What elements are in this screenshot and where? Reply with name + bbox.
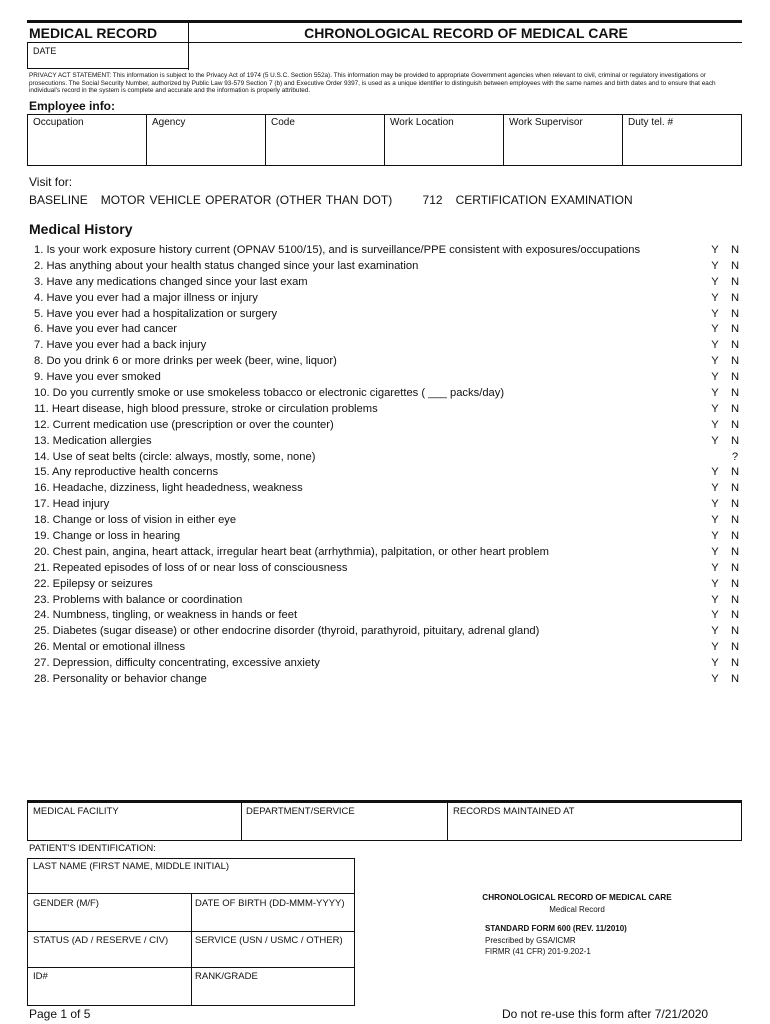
service-field[interactable]: SERVICE (USN / USMC / OTHER) <box>195 935 343 946</box>
answer-yes-option[interactable]: Y <box>711 434 719 447</box>
answer-yes-option[interactable]: Y <box>711 259 719 272</box>
form-info-subtitle: Medical Record <box>549 905 605 914</box>
work-location-field[interactable]: Work Location <box>385 115 504 165</box>
answer-no-option[interactable]: N <box>730 371 740 384</box>
question-text: 8. Do you drink 6 or more drinks per week (beer, wine, liquor) <box>34 355 337 368</box>
question-text: 25. Diabetes (sugar disease) or other endocrine disorder (thyroid, parathyroid, pituitary, adrenal gland) <box>34 625 540 638</box>
dob-field[interactable]: DATE OF BIRTH (DD-MMM-YYYY) <box>195 898 345 909</box>
id-field[interactable]: ID# <box>33 971 48 982</box>
answer-yes-option[interactable]: Y <box>711 339 719 352</box>
answer-yes-option[interactable]: Y <box>711 466 719 479</box>
answer-no-option[interactable]: N <box>730 498 740 511</box>
question-row <box>34 434 744 450</box>
answer-no-option[interactable]: N <box>730 657 740 670</box>
last-name-field[interactable]: LAST NAME (FIRST NAME, MIDDLE INITIAL) <box>33 861 230 872</box>
question-text: 10. Do you currently smoke or use smokeless tobacco or electronic cigarettes ( ___ packs/day) <box>34 387 505 400</box>
question-text: 26. Mental or emotional illness <box>34 641 186 654</box>
answer-yes-option[interactable]: Y <box>711 625 719 638</box>
answer-yes-option[interactable]: Y <box>711 482 719 495</box>
answer-yes-option[interactable]: Y <box>711 577 719 590</box>
answer-no-option[interactable]: N <box>730 466 740 479</box>
question-row <box>34 418 744 434</box>
answer-yes-option[interactable]: Y <box>711 244 719 256</box>
firmr-reference: FIRMR (41 CFR) 201-9.202-1 <box>485 947 591 956</box>
work-supervisor-field[interactable]: Work Supervisor <box>504 115 623 165</box>
answer-yes-option[interactable]: Y <box>711 673 719 686</box>
question-text: 13. Medication allergies <box>34 434 152 447</box>
visit-details <box>29 193 633 207</box>
answer-no-option[interactable]: N <box>730 275 740 288</box>
question-text: 9. Have you ever smoked <box>34 371 161 384</box>
question-row <box>34 275 744 291</box>
answer-no-option[interactable]: N <box>730 593 740 606</box>
question-text: 14. Use of seat belts (circle: always, mostly, some, none) <box>34 450 316 463</box>
question-text: 27. Depression, difficulty concentrating, excessive anxiety <box>34 657 320 670</box>
question-text: 4. Have you ever had a major illness or injury <box>34 291 258 304</box>
question-text: 15. Any reproductive health concerns <box>34 466 219 479</box>
answer-yes-option[interactable]: Y <box>711 530 719 543</box>
question-text: 7. Have you ever had a back injury <box>34 339 207 352</box>
question-text: 21. Repeated episodes of loss of or near loss of consciousness <box>34 561 348 574</box>
visit-code: 712 <box>422 193 443 207</box>
question-row <box>34 497 744 513</box>
question-row <box>34 481 744 497</box>
answer-yes-option[interactable]: Y <box>711 514 719 527</box>
answer-no-option[interactable]: N <box>730 641 740 654</box>
question-row <box>34 529 744 545</box>
gender-field[interactable]: GENDER (M/F) <box>33 898 99 909</box>
question-text: 23. Problems with balance or coordination <box>34 593 243 606</box>
patient-id-divider <box>191 893 192 1006</box>
answer-yes-option[interactable]: Y <box>711 402 719 415</box>
answer-no-option[interactable]: N <box>730 418 740 431</box>
facility-divider-2 <box>447 803 448 841</box>
standard-form-number: STANDARD FORM 600 (REV. 11/2010) <box>485 924 627 933</box>
answer-yes-option[interactable]: Y <box>711 355 719 368</box>
answer-no-option[interactable]: N <box>730 434 740 447</box>
question-row <box>34 354 744 370</box>
question-text: 11. Heart disease, high blood pressure, stroke or circulation problems <box>34 402 378 415</box>
question-text: 16. Headache, dizziness, light headedness, weakness <box>34 482 303 495</box>
question-row <box>34 624 744 640</box>
answer-yes-option[interactable]: Y <box>711 545 719 558</box>
answer-no-option[interactable]: N <box>730 402 740 415</box>
rank-grade-field[interactable]: RANK/GRADE <box>195 971 258 982</box>
visit-program: MOTOR VEHICLE OPERATOR (OTHER THAN DOT) <box>100 193 393 207</box>
answer-no-option[interactable]: N <box>730 307 740 320</box>
status-field[interactable]: STATUS (AD / RESERVE / CIV) <box>33 935 169 946</box>
question-row <box>34 640 744 656</box>
answer-yes-option[interactable]: Y <box>711 291 719 304</box>
question-row <box>34 338 744 354</box>
question-text: 5. Have you ever had a hospitalization or surgery <box>34 307 278 320</box>
answer-no-option[interactable]: N <box>730 323 740 336</box>
question-text: 18. Change or loss of vision in either eye <box>34 514 237 527</box>
employee-info-table <box>27 114 742 166</box>
answer-yes-option[interactable]: Y <box>711 371 719 384</box>
records-maintained-field[interactable]: RECORDS MAINTAINED AT <box>453 806 575 817</box>
question-text: 20. Chest pain, angina, heart attack, irregular heart beat (arrhythmia), palpitation, or other heart problem <box>34 545 549 558</box>
question-row <box>34 513 744 529</box>
question-text: 19. Change or loss in hearing <box>34 530 181 543</box>
question-row <box>34 322 744 338</box>
answer-yes-option[interactable]: Y <box>711 609 719 622</box>
answer-yes-option[interactable]: Y <box>711 418 719 431</box>
code-field[interactable]: Code <box>266 115 385 165</box>
header-divider <box>188 22 189 70</box>
employee-info-title: Employee info: <box>29 99 116 113</box>
agency-field[interactable]: Agency <box>147 115 266 165</box>
question-row <box>34 608 744 624</box>
question-text: 24. Numbness, tingling, or weakness in hands or feet <box>34 609 298 622</box>
answer-no-option[interactable]: N <box>730 545 740 558</box>
question-row <box>34 465 744 481</box>
department-service-field[interactable]: DEPARTMENT/SERVICE <box>246 806 355 817</box>
answer-no-option[interactable]: N <box>730 609 740 622</box>
answer-yes-option[interactable]: Y <box>711 593 719 606</box>
answer-no-option[interactable]: N <box>730 339 740 352</box>
answer-no-option[interactable]: N <box>730 514 740 527</box>
answer-yes-option[interactable]: Y <box>711 561 719 574</box>
question-text: 22. Epilepsy or seizures <box>34 577 153 590</box>
visit-exam: CERTIFICATION EXAMINATION <box>455 193 633 207</box>
medical-facility-field[interactable]: MEDICAL FACILITY <box>33 806 119 817</box>
patient-id-label: PATIENT'S IDENTIFICATION: <box>29 843 156 854</box>
duty-tel-field[interactable]: Duty tel. # <box>628 117 674 128</box>
form-type-title: MEDICAL RECORD <box>29 25 158 41</box>
answer-yes-option[interactable]: Y <box>711 323 719 336</box>
answer-no-option[interactable]: N <box>730 577 740 590</box>
facility-table <box>27 803 742 841</box>
answer-no-option[interactable]: N <box>730 387 740 400</box>
page-number: Page 1 of 5 <box>29 1007 91 1021</box>
question-row <box>34 370 744 386</box>
answer-no-option[interactable]: N <box>730 259 740 272</box>
form-info-title: CHRONOLOGICAL RECORD OF MEDICAL CARE <box>482 893 672 902</box>
visit-type: BASELINE <box>29 193 88 207</box>
answer-yes-option[interactable]: Y <box>711 657 719 670</box>
question-row <box>34 307 744 323</box>
answer-yes-option[interactable]: Y <box>711 641 719 654</box>
question-row <box>34 545 744 561</box>
question-row <box>34 561 744 577</box>
visit-label: Visit for: <box>29 175 73 189</box>
answer-no-option[interactable]: ? <box>731 450 739 463</box>
answer-no-option[interactable]: N <box>730 561 740 574</box>
question-row <box>34 593 744 609</box>
question-text: 17. Head injury <box>34 498 110 511</box>
answer-yes-option[interactable]: Y <box>711 275 719 288</box>
medical-history-title: Medical History <box>29 221 133 237</box>
answer-yes-option[interactable]: Y <box>711 387 719 400</box>
occupation-field[interactable]: Occupation <box>28 115 147 165</box>
answer-no-option[interactable]: N <box>730 244 740 256</box>
privacy-statement: PRIVACY ACT STATEMENT: This information is subject to the Privacy Act of 1974 (5 U.S.C. Section 552a). This information may be provided to appropriate Government agencies when relevant to civil, criminal or regulatory investigations or prosecutions. The Social Security Number, authorized by Public Law 93-579 Section 7 (b) and Executive Order 9397, is used as a unique identifier to distinguish between employees with the same names and birth dates and to ensure that each individual's record in the system is complete and accurate and the information is properly attributed. <box>29 72 716 95</box>
question-row <box>34 450 744 466</box>
reuse-notice: Do not re-use this form after 7/21/2020 <box>502 1007 709 1021</box>
form-main-title: CHRONOLOGICAL RECORD OF MEDICAL CARE <box>304 25 628 41</box>
question-row <box>34 386 744 402</box>
question-text: 28. Personality or behavior change <box>34 673 207 686</box>
question-row <box>34 656 744 672</box>
question-row <box>34 672 744 688</box>
question-row <box>34 291 744 307</box>
answer-no-option[interactable]: N <box>730 355 740 368</box>
facility-divider-1 <box>241 803 242 841</box>
question-text: 3. Have any medications changed since your last exam <box>34 275 308 288</box>
prescribed-by: Prescribed by GSA/ICMR <box>485 936 576 945</box>
question-text: 6. Have you ever had cancer <box>34 323 178 336</box>
question-row <box>34 577 744 593</box>
answer-yes-option[interactable]: Y <box>711 498 719 511</box>
medical-history-list <box>34 243 744 688</box>
answer-no-option[interactable]: N <box>730 482 740 495</box>
answer-no-option[interactable]: N <box>730 673 740 686</box>
question-text: 1. Is your work exposure history current (OPNAV 5100/15), and is surveillance/PPE consistent with exposures/occupations <box>34 244 641 256</box>
date-label: DATE <box>33 46 57 56</box>
question-text: 12. Current medication use (prescription or over the counter) <box>34 418 334 431</box>
answer-no-option[interactable]: N <box>730 625 740 638</box>
answer-no-option[interactable]: N <box>730 291 740 304</box>
question-row <box>34 243 744 259</box>
answer-no-option[interactable]: N <box>730 530 740 543</box>
answer-yes-option[interactable]: Y <box>711 307 719 320</box>
question-row <box>34 259 744 275</box>
question-row <box>34 402 744 418</box>
header-top-rule <box>27 20 742 23</box>
question-text: 2. Has anything about your health status changed since your last examination <box>34 259 419 272</box>
